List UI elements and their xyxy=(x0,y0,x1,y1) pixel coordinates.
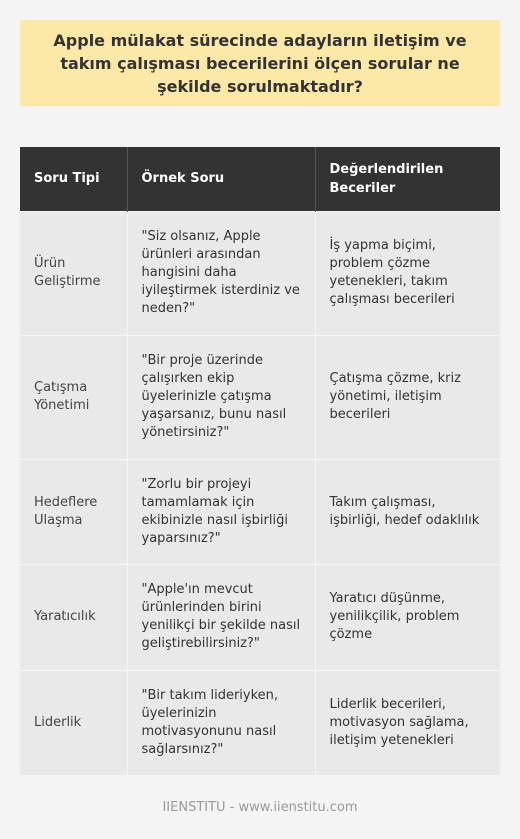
table-row xyxy=(20,459,500,564)
example-question-cell: "Bir takım lideriyken, üyelerinizin motivasyonunu nasıl sağlarsınız?" xyxy=(127,670,315,775)
page-title: Apple mülakat sürecinde adayların iletişim ve takım çalışması becerilerini ölçen sorular ne şekilde sorulmaktadır? xyxy=(53,30,467,96)
question-type-cell: Hedeflere Ulaşma xyxy=(20,459,127,564)
skills-cell: Çatışma çözme, kriz yönetimi, iletişim becerileri xyxy=(315,335,500,459)
skills-cell: Takım çalışması, işbirliği, hedef odaklılık xyxy=(315,459,500,564)
question-type-cell: Yaratıcılık xyxy=(20,564,127,670)
header-evaluated-skills: Değerlendirilen Beceriler xyxy=(315,147,500,211)
header-example-question: Örnek Soru xyxy=(127,147,315,211)
table-row xyxy=(20,564,500,670)
skills-cell: İş yapma biçimi, problem çözme yetenekleri, takım çalışması becerileri xyxy=(315,211,500,335)
table-row xyxy=(20,335,500,459)
skills-cell: Yaratıcı düşünme, yenilikçilik, problem çözme xyxy=(315,564,500,670)
question-type-cell: Liderlik xyxy=(20,670,127,775)
example-question-cell: "Apple'ın mevcut ürünlerinden birini yenilikçi bir şekilde nasıl geliştirebilirsiniz?" xyxy=(127,564,315,670)
table-row xyxy=(20,211,500,335)
table-row xyxy=(20,670,500,775)
title-banner xyxy=(20,20,500,106)
example-question-cell: "Zorlu bir projeyi tamamlamak için ekibinizle nasıl işbirliği yaparsınız?" xyxy=(127,459,315,564)
footer-credit: IIENSTITU - www.iienstitu.com xyxy=(162,800,358,815)
skills-cell: Liderlik becerileri, motivasyon sağlama, iletişim yetenekleri xyxy=(315,670,500,775)
interview-questions-table xyxy=(20,147,500,775)
header-question-type: Soru Tipi xyxy=(20,147,127,211)
question-type-cell: Ürün Geliştirme xyxy=(20,211,127,335)
example-question-cell: "Siz olsanız, Apple ürünleri arasından hangisini daha iyileştirmek isterdiniz ve neden?" xyxy=(127,211,315,335)
example-question-cell: "Bir proje üzerinde çalışırken ekip üyelerinizle çatışma yaşarsanız, bunu nasıl yönetirsiniz?" xyxy=(127,335,315,459)
question-type-cell: Çatışma Yönetimi xyxy=(20,335,127,459)
table-header-row xyxy=(20,147,500,211)
